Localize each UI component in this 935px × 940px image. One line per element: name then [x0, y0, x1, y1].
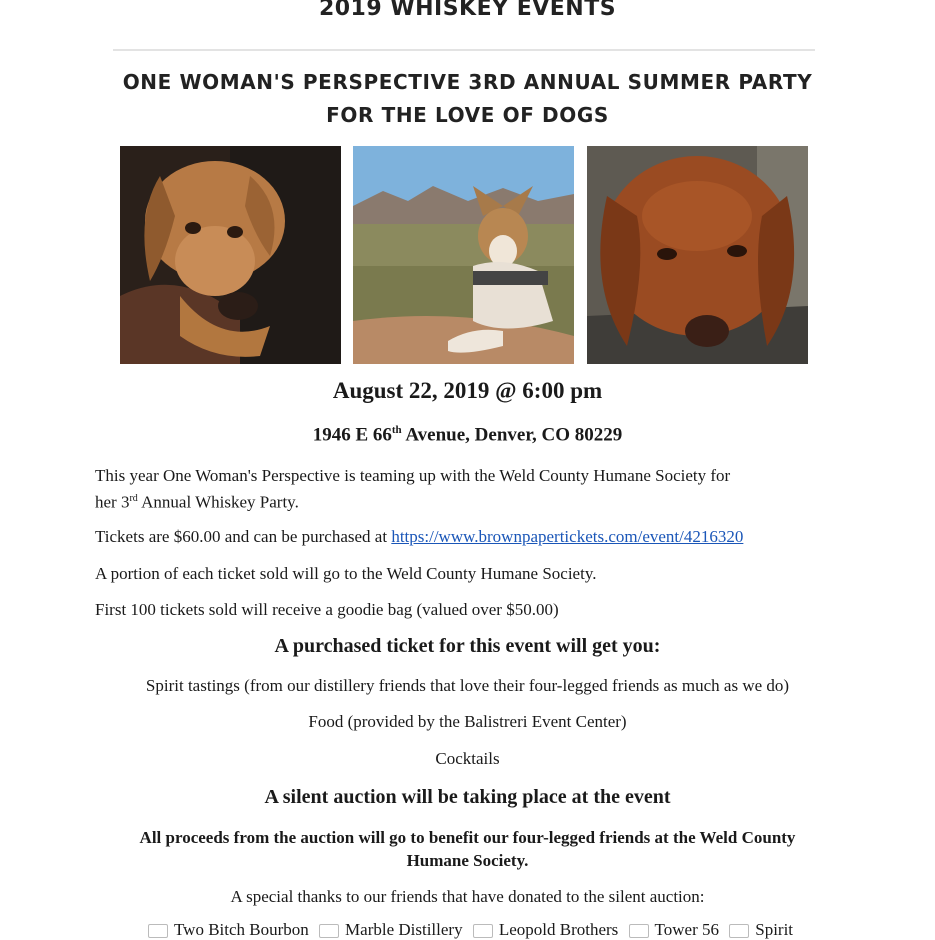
- auction-heading: A silent auction will be taking place at the event: [264, 786, 671, 808]
- event-title-line1: ONE WOMAN'S PERSPECTIVE 3RD ANNUAL SUMMER PARTY: [122, 70, 813, 94]
- intro-line2a: her 3: [95, 492, 130, 512]
- page-title: 2019 WHISKEY EVENTS: [318, 0, 617, 21]
- proceeds-line2: Humane Society.: [406, 851, 529, 870]
- bullet-icon: [729, 924, 749, 938]
- bullet-icon: [473, 924, 493, 938]
- event-title-line2: FOR THE LOVE OF DOGS: [326, 103, 609, 127]
- event-date-time: August 22, 2019 @ 6:00 pm: [332, 378, 603, 403]
- donor-list: [0, 920, 935, 940]
- donor-item: Leopold Brothers: [498, 920, 619, 939]
- bullet-icon: [629, 924, 649, 938]
- address-street: Avenue, Denver, CO 80229: [401, 424, 623, 446]
- dog-photo-bloodhound: [587, 146, 808, 364]
- ticket-heading: A purchased ticket for this event will get you:: [274, 635, 661, 657]
- donor-item: Spirit: [755, 920, 794, 939]
- portion-paragraph: A portion of each ticket sold will go to the Weld County Humane Society.: [95, 564, 597, 583]
- bullet-icon: [319, 924, 339, 938]
- benefit-spirit-tastings: Spirit tastings (from our distillery friends that love their four-legged friends as much as we do): [145, 676, 790, 695]
- benefit-food: Food (provided by the Balistreri Event Center): [308, 712, 627, 731]
- goodie-paragraph: First 100 tickets sold will receive a goodie bag (valued over $50.00): [95, 600, 559, 619]
- address-number: 1946 E 66: [312, 424, 392, 446]
- tickets-link[interactable]: https://www.brownpapertickets.com/event/4216320: [391, 527, 744, 546]
- bullet-icon: [148, 924, 168, 938]
- dog-photo-tan-puppy: [120, 146, 341, 364]
- address-suffix: th: [391, 424, 402, 436]
- donor-item: Two Bitch Bourbon: [173, 920, 309, 939]
- intro-sup: rd: [129, 493, 138, 504]
- benefit-cocktails: Cocktails: [435, 749, 500, 768]
- divider: [113, 49, 815, 51]
- thanks-line: A special thanks to our friends that have donated to the silent auction:: [230, 887, 705, 906]
- intro-line2b: Annual Whiskey Party.: [137, 492, 299, 512]
- proceeds-paragraph: [0, 826, 935, 872]
- tickets-paragraph: [95, 525, 845, 548]
- donor-item: Tower 56: [654, 920, 719, 939]
- donor-item: Marble Distillery: [345, 920, 463, 939]
- dog-photo-desert-dog: [353, 146, 574, 364]
- tickets-prefix: Tickets are $60.00 and can be purchased at: [95, 527, 392, 546]
- intro-line1: This year One Woman's Perspective is teaming up with the Weld County Humane Society for: [95, 466, 731, 485]
- event-address: [0, 424, 935, 446]
- intro-paragraph: [95, 464, 845, 514]
- proceeds-line1: All proceeds from the auction will go to benefit our four-legged friends at the Weld County: [139, 828, 796, 847]
